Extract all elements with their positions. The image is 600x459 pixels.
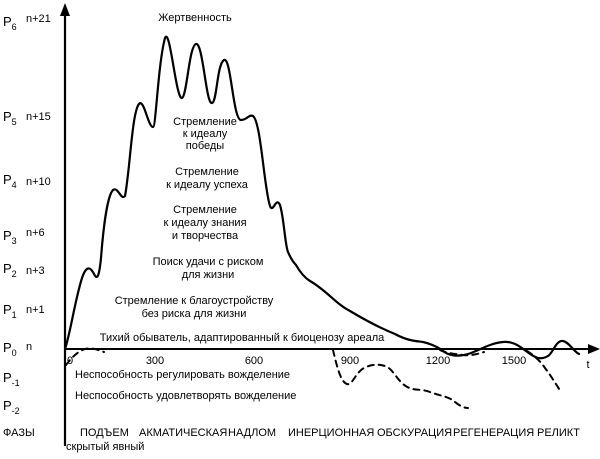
level-p6: $P_6$ [3, 14, 17, 32]
band-risk-line1: Поиск удачи с риском [152, 256, 264, 268]
x-axis-arrow [588, 344, 600, 354]
band-victory-line1: Стремление [173, 116, 237, 128]
level-p5-n: n+15 [26, 111, 51, 123]
level-p-1: $P_{-1}$ [3, 370, 20, 388]
band-comfort-line1: Стремление к благоустройству [114, 295, 274, 307]
level-p0: $P_0$ [3, 340, 17, 358]
phase-acmatic: АКМАТИЧЕСКАЯ [139, 427, 228, 439]
level-p0-n: n [26, 341, 33, 353]
level-p3-n: n+6 [26, 227, 45, 239]
x-tick-600: 600 [244, 355, 264, 367]
phase-relict: РЕЛИКТ [537, 427, 580, 439]
level-p5: $P_5$ [3, 109, 17, 127]
level-p4-n: n+10 [26, 176, 51, 188]
level-p3: $P_3$ [3, 228, 17, 246]
band-success-line2: к идеалу успеха [166, 179, 248, 191]
band-sacrifice: Жертвенность [158, 12, 232, 24]
level-p4: $P_4$ [3, 172, 17, 190]
phase-breakdown: НАДЛОМ [228, 427, 277, 439]
x-tick-300: 300 [145, 355, 165, 367]
x-tick-900: 900 [340, 355, 360, 367]
phases-label: ФАЗЫ [3, 427, 35, 439]
band-philistine: Тихий обыватель, адаптированный к биоценозу ареала [99, 332, 385, 344]
x-tick-1200: 1200 [425, 355, 451, 367]
x-tick-0: 0 [66, 355, 74, 367]
phase-rise-sub: скрытый явный [66, 441, 145, 453]
band-comfort-line2: без риска для жизни [141, 308, 247, 320]
band-knowledge-line3: и творчества [171, 230, 239, 242]
phase-rise: ПОДЪЕМ [80, 427, 129, 439]
phase-obscuration: ОБСКУРАЦИЯ [377, 427, 453, 439]
phase-regeneration: РЕГЕНЕРАЦИЯ [453, 427, 535, 439]
level-p1-n: n+1 [26, 304, 45, 316]
axis-t-label: t [586, 359, 590, 371]
band-victory-line2: к идеалу [182, 128, 228, 140]
band-knowledge-line2: к идеалу знания [163, 217, 247, 229]
level-p2: $P_2$ [3, 261, 17, 279]
phase-inertial: ИНЕРЦИОННАЯ [288, 427, 375, 439]
level-p1: $P_1$ [3, 302, 17, 320]
neg-label-regulate: Неспособность регулировать вожделение [75, 369, 291, 381]
level-p6-n: n+21 [26, 13, 51, 25]
band-risk-line2: для жизни [181, 269, 235, 281]
band-victory-line3: победы [185, 140, 225, 152]
level-p2-n: n+3 [26, 265, 45, 277]
x-tick-1500: 1500 [501, 355, 527, 367]
neg-label-satisfy: Неспособность удовлетворять вожделение [75, 390, 297, 402]
band-success-line1: Стремление [175, 166, 239, 178]
band-knowledge-line1: Стремление [173, 204, 237, 216]
level-p-2: $P_{-2}$ [3, 398, 20, 416]
y-axis-arrow [60, 3, 70, 16]
